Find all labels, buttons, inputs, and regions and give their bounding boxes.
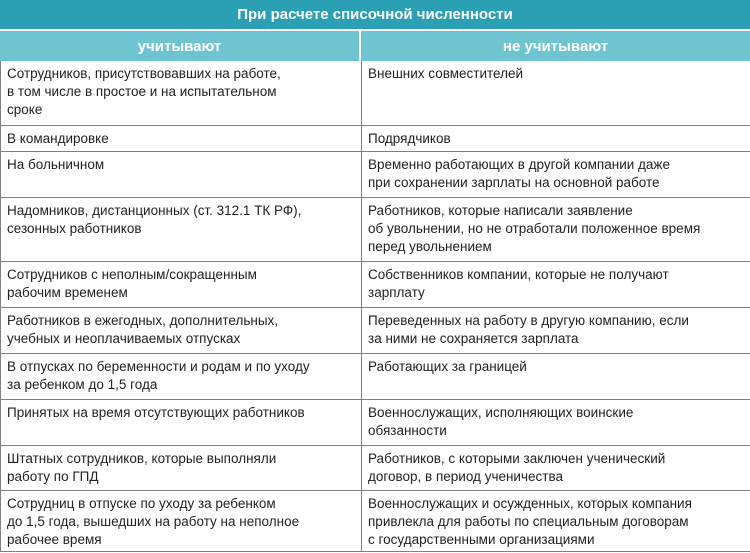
cell-not-counted: Работников, с которыми заключен ученический договор, в период ученичества [362,445,750,490]
table-row [1,445,750,490]
cell-counted: Работников в ежегодных, дополнительных, учебных и неоплачиваемых отпусках [1,307,362,353]
cell-not-counted: Работающих за границей [362,353,750,399]
table-row [1,307,750,353]
table-row [1,125,750,151]
header-not-counted: не учитывают [361,31,750,61]
cell-not-counted: Собственников компании, которые не получают зарплату [362,261,750,307]
table-row [1,261,750,307]
table-body [0,61,750,552]
cell-not-counted: Военнослужащих, исполняющих воинские обязанности [362,399,750,445]
header-counted: учитывают [0,31,359,61]
cell-not-counted: Работников, которые написали заявление об увольнении, но не отработали положенное время перед увольнением [362,197,750,261]
cell-not-counted: Переведенных на работу в другую компанию, если за ними не сохраняется зарплата [362,307,750,353]
cell-counted: Сотрудников, присутствовавших на работе, в том числе в простое и на испытательном сроке [1,61,362,125]
table-row [1,490,750,551]
cell-counted: Штатных сотрудников, которые выполняли работу по ГПД [1,445,362,490]
cell-counted: В отпусках по беременности и родам и по уходу за ребенком до 1,5 года [1,353,362,399]
cell-counted: На больничном [1,151,362,197]
table-row [1,399,750,445]
cell-counted: Сотрудниц в отпуске по уходу за ребенком до 1,5 года, вышедших на работу на неполное рабочее время [1,490,362,551]
cell-counted: Сотрудников с неполным/сокращенным рабочим временем [1,261,362,307]
table-row [1,197,750,261]
table-row [1,61,750,125]
cell-not-counted: Подрядчиков [362,125,750,151]
cell-counted: Принятых на время отсутствующих работников [1,399,362,445]
table-title: При расчете списочной численности [0,0,750,31]
cell-not-counted: Временно работающих в другой компании даже при сохранении зарплаты на основной работе [362,151,750,197]
cell-counted: Надомников, дистанционных (ст. 312.1 ТК РФ), сезонных работников [1,197,362,261]
cell-not-counted: Военнослужащих и осужденных, которых компания привлекла для работы по специальным договорам с государственными организациями [362,490,750,551]
cell-counted: В командировке [1,125,362,151]
cell-not-counted: Внешних совместителей [362,61,750,125]
table-row [1,151,750,197]
table-row [1,353,750,399]
